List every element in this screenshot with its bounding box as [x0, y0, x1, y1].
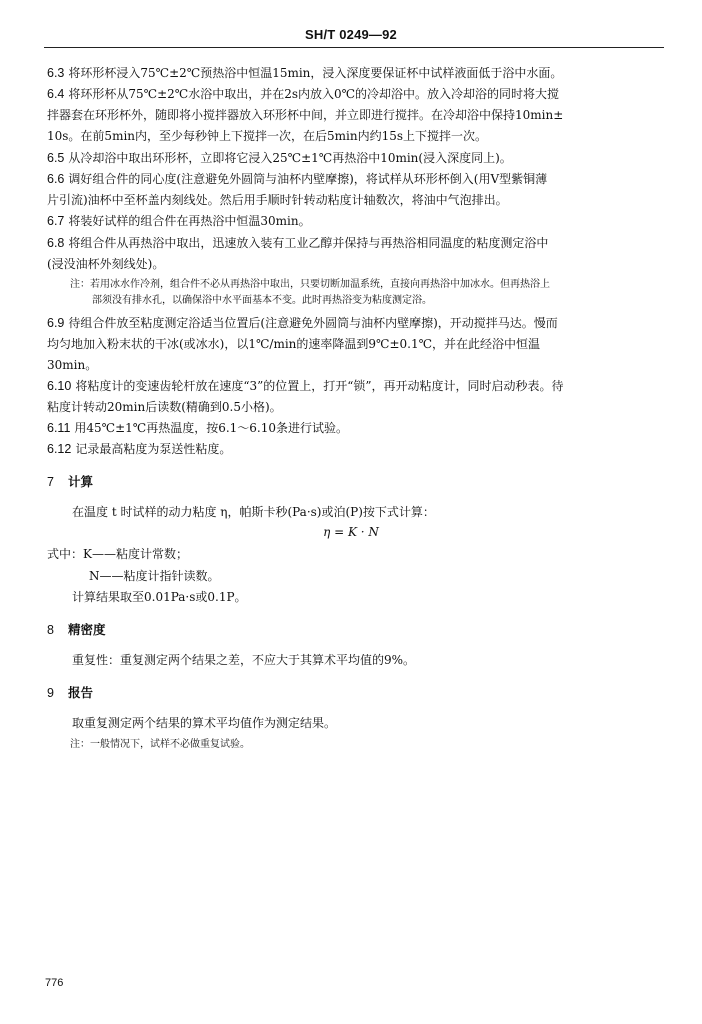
header-rule — [44, 47, 664, 48]
section-8-heading — [47, 623, 666, 637]
section-6-9-line-3: 30min。 — [47, 358, 98, 372]
header-standard-code: SH/T 0249—92 — [304, 27, 397, 42]
clause-text: 调好组合件的同心度(注意避免外圆筒与油杯内壁摩擦)，将试样从环形杯倒入(用V型紫铜薄 — [68, 172, 548, 186]
section-number: 9 — [47, 686, 54, 700]
page-number: 776 — [45, 977, 64, 989]
section-number: 7 — [47, 475, 54, 489]
section-6-5-line-1 — [47, 151, 666, 165]
section-7-result: 计算结果取至0.01Pa·s或0.1P。 — [72, 590, 247, 604]
section-6-7-line-1 — [47, 214, 666, 228]
section-6-4-line-3: 10s。在前5min内，至少每秒钟上下搅拌一次，在后5min内约15s上下搅拌一次。 — [47, 129, 488, 143]
section-6-11-line-1 — [47, 421, 666, 435]
section-title: 计算 — [67, 475, 93, 489]
section-6-8-note-line-1: 注：若用冰水作冷剂，组合件不必从再热浴中取出，只要切断加温系统，直接向再热浴中加冰水。但再热浴上 — [70, 279, 550, 290]
section-title: 精密度 — [67, 623, 106, 637]
clause-number: 6.11 — [47, 421, 71, 435]
section-6-3-line-1 — [47, 66, 666, 80]
clause-text: 从冷却浴中取出环形杯，立即将它浸入25℃±1℃再热浴中10min(浸入深度同上)。 — [68, 151, 512, 165]
section-8-text: 重复性：重复测定两个结果之差，不应大于其算术平均值的9%。 — [72, 653, 416, 667]
section-7-intro: 在温度 t 时试样的动力粘度 η，帕斯卡秒(Pa·s)或泊(P)按下式计算： — [72, 505, 435, 519]
section-7-where-k: 式中：K——粘度计常数； — [47, 547, 188, 561]
clause-text: 将环形杯从75℃±2℃水浴中取出，并在2s内放入0℃的冷却浴中。放入冷却浴的同时将大搅 — [68, 87, 560, 101]
clause-number: 6.12 — [47, 442, 72, 456]
section-6-8-line-1 — [47, 236, 666, 250]
section-6-4-line-2: 拌器套在环形杯外，随即将小搅拌器放入环形杯中间，并立即进行搅拌。在冷却浴中保持10min± — [47, 108, 564, 122]
clause-text: 将组合件从再热浴中取出，迅速放入装有工业乙醇并保持与再热浴相同温度的粘度测定浴中 — [68, 236, 549, 250]
clause-number: 6.9 — [47, 316, 65, 330]
section-6-6-line-2: 片引流)油杯中至杯盖内刻线处。然后用手顺时针转动粘度计轴数次，将油中气泡排出。 — [47, 193, 508, 207]
clause-text: 记录最高粘度为泵送性粘度。 — [75, 442, 232, 456]
section-7-formula: η = K · N — [323, 525, 379, 539]
clause-text: 待组合件放至粘度测定浴适当位置后(注意避免外圆筒与油杯内壁摩擦)，开动搅拌马达。慢而 — [68, 316, 558, 330]
section-6-9-line-1 — [47, 316, 666, 330]
clause-number: 6.3 — [47, 66, 65, 80]
clause-number: 6.4 — [47, 87, 65, 101]
clause-number: 6.8 — [47, 236, 65, 250]
clause-text: 用45℃±1℃再热温度，按6.1～6.10条进行试验。 — [74, 421, 349, 435]
section-6-4-line-1 — [47, 87, 666, 101]
clause-text: 将粘度计的变速齿轮杆放在速度“3”的位置上，打开“锁”，再开动粘度计，同时启动秒表。待 — [75, 379, 564, 393]
section-6-8-note-line-2: 部须没有排水孔，以确保浴中水平面基本不变。此时再热浴变为粘度测定浴。 — [92, 295, 432, 306]
section-6-10-line-1 — [47, 379, 666, 393]
section-6-8-line-2: (浸没油杯外刻线处)。 — [47, 257, 165, 271]
section-7-where-n: N——粘度计指针读数。 — [89, 569, 220, 583]
section-number: 8 — [47, 623, 54, 637]
section-6-6-line-1 — [47, 172, 666, 186]
section-6-12-line-1 — [47, 442, 666, 456]
clause-number: 6.10 — [47, 379, 72, 393]
section-title: 报告 — [67, 686, 93, 700]
section-6-10-line-2: 粘度计转动20min后读数(精确到0.5小格)。 — [47, 400, 282, 414]
section-9-heading — [47, 686, 666, 700]
clause-number: 6.5 — [47, 151, 65, 165]
section-6-9-line-2: 均匀地加入粉末状的干冰(或冰水)，以1℃/min的速率降温到9℃±0.1℃，并在此经浴中恒温 — [47, 337, 541, 351]
clause-text: 将环形杯浸入75℃±2℃预热浴中恒温15min，浸入深度要保证杯中试样液面低于浴中水面。 — [68, 66, 563, 80]
clause-number: 6.6 — [47, 172, 65, 186]
section-9-note: 注：一般情况下，试样不必做重复试验。 — [70, 739, 250, 750]
section-9-text: 取重复测定两个结果的算术平均值作为测定结果。 — [72, 716, 337, 730]
clause-text: 将装好试样的组合件在再热浴中恒温30min。 — [68, 214, 311, 228]
clause-number: 6.7 — [47, 214, 65, 228]
section-7-heading — [47, 475, 666, 489]
